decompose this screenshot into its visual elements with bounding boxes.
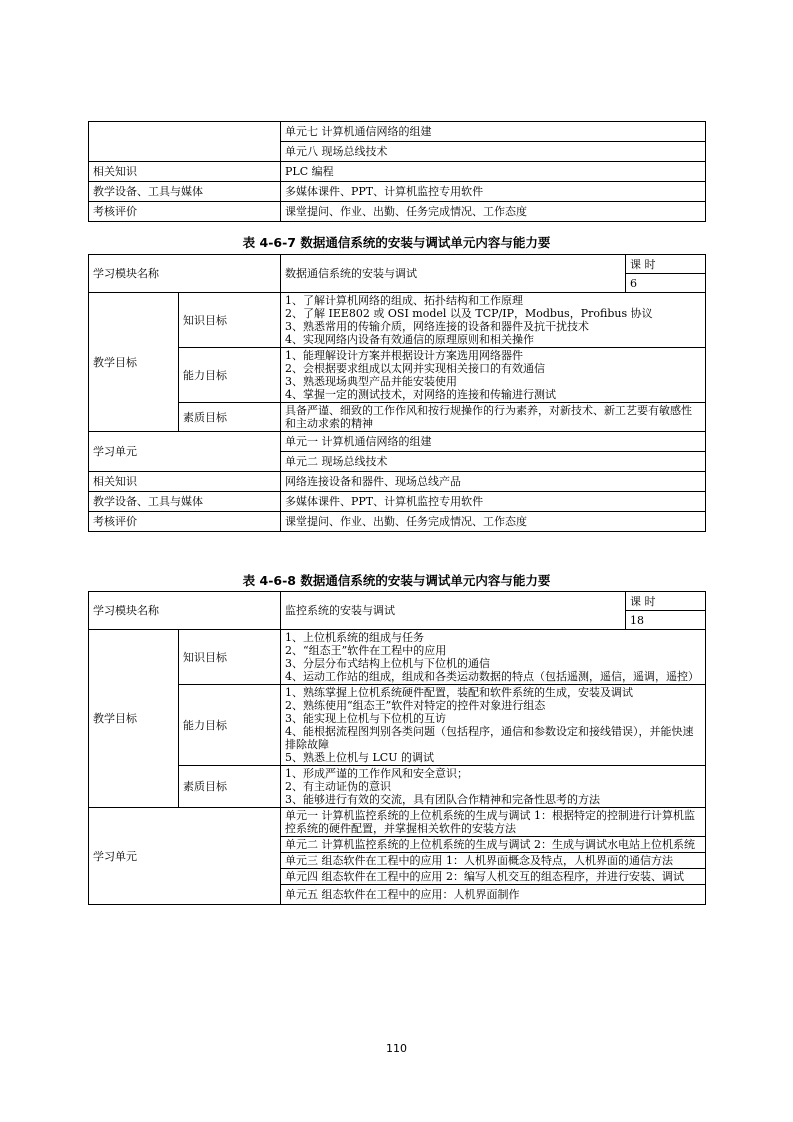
value-cell: 多媒体课件、PPT、计算机监控专用软件 [281,492,706,512]
empty-cell [89,122,281,162]
label-cell: 教学设备、工具与媒体 [89,492,281,512]
unit-cell: 单元七 计算机通信网络的组建 [281,122,706,142]
unit-cell: 单元五 组态软件在工程中的应用：人机界面制作 [281,885,706,905]
value-cell: 课堂提问、作业、出勤、任务完成情况、工作态度 [281,202,706,222]
table-4-6-7 [88,254,706,532]
unit-cell: 单元八 现场总线技术 [281,142,706,162]
knowledge-goals: 1、了解计算机网络的组成、拓扑结构和工作原理 2、了解 IEE802 或 OSI model 以及 TCP/IP，Modbus，Profibus 协议 3、熟悉常用的传输介质，网络连接的设备和器件及抗干扰技术 4、实现网络内设备有效通信的原理原则和相关操作 [281,293,706,348]
value-cell: 网络连接设备和器件、现场总线产品 [281,472,706,492]
unit-cell: 单元二 计算机监控系统的上位机系统的生成与调试 2：生成与调试水电站上位机系统 [281,837,706,853]
knowledge-goals: 1、上位机系统的组成与任务 2、“组态王”软件在工程中的应用 3、分层分布式结构上位机与下位机的通信 4、运动工作站的组成，组成和各类运动数据的特点（包括遥测，遥信，遥调，遥控） [281,630,706,685]
label-cell: 相关知识 [89,472,281,492]
label-cell: 教学设备、工具与媒体 [89,182,281,202]
units-label: 学习单元 [89,808,281,905]
hours-value: 18 [626,611,706,630]
table-caption: 表 4-6-8 数据通信系统的安装与调试单元内容与能力要 [242,573,551,588]
knowledge-goal-label: 知识目标 [179,630,281,685]
unit-cell: 单元一 计算机监控系统的上位机系统的生成与调试 1：根据特定的控制进行计算机监控系统的硬件配置，并掌握相关软件的安装方法 [281,808,706,837]
value-cell: PLC 编程 [281,162,706,182]
table-caption: 表 4-6-7 数据通信系统的安装与调试单元内容与能力要 [242,235,551,250]
label-cell: 考核评价 [89,512,281,532]
quality-goal-label: 素质目标 [179,403,281,432]
value-cell: 多媒体课件、PPT、计算机监控专用软件 [281,182,706,202]
module-label: 学习模块名称 [89,255,281,293]
module-label: 学习模块名称 [89,592,281,630]
quality-goals: 1、形成严谨的工作作风和安全意识； 2、有主动证伪的意识 3、能够进行有效的交流，具有团队合作精神和完备性思考的方法 [281,766,706,808]
label-cell: 考核评价 [89,202,281,222]
goals-label: 教学目标 [89,630,179,808]
top-table [88,121,706,222]
unit-cell: 单元一 计算机通信网络的组建 [281,432,706,452]
hours-value: 6 [626,274,706,293]
hours-label: 课 时 [626,592,706,611]
ability-goals: 1、熟练掌握上位机系统硬件配置，装配和软件系统的生成，安装及调试 2、熟练使用“组态王”软件对特定的控件对象进行组态 3、能实现上位机与下位机的互访 4、能根据流程图判别各类问题（包括程序，通信和参数设定和接线错误），并能快速排除故障 5、熟悉上位机与 LCU 的调试 [281,685,706,766]
ability-goal-label: 能力目标 [179,348,281,403]
unit-cell: 单元三 组态软件在工程中的应用 1：人机界面概念及特点，人机界面的通信方法 [281,853,706,869]
ability-goal-label: 能力目标 [179,685,281,766]
unit-cell: 单元四 组态软件在工程中的应用 2：编写人机交互的组态程序，并进行安装、调试 [281,869,706,885]
label-cell: 相关知识 [89,162,281,182]
ability-goals: 1、能理解设计方案并根据设计方案选用网络器件 2、会根据要求组成以太网并实现相关接口的有效通信 3、熟悉现场典型产品并能安装使用 4、掌握一定的测试技术，对网络的连接和传输进行测试 [281,348,706,403]
page-number: 110 [386,1042,407,1055]
table-4-6-8 [88,591,706,905]
knowledge-goal-label: 知识目标 [179,293,281,348]
quality-goals: 具备严谨、细致的工作作风和按行规操作的行为素养，对新技术、新工艺要有敏感性和主动求索的精神 [281,403,706,432]
units-label: 学习单元 [89,432,281,472]
module-value: 监控系统的安装与调试 [281,592,626,630]
goals-label: 教学目标 [89,293,179,432]
unit-cell: 单元二 现场总线技术 [281,452,706,472]
value-cell: 课堂提问、作业、出勤、任务完成情况、工作态度 [281,512,706,532]
module-value: 数据通信系统的安装与调试 [281,255,626,293]
hours-label: 课 时 [626,255,706,274]
quality-goal-label: 素质目标 [179,766,281,808]
